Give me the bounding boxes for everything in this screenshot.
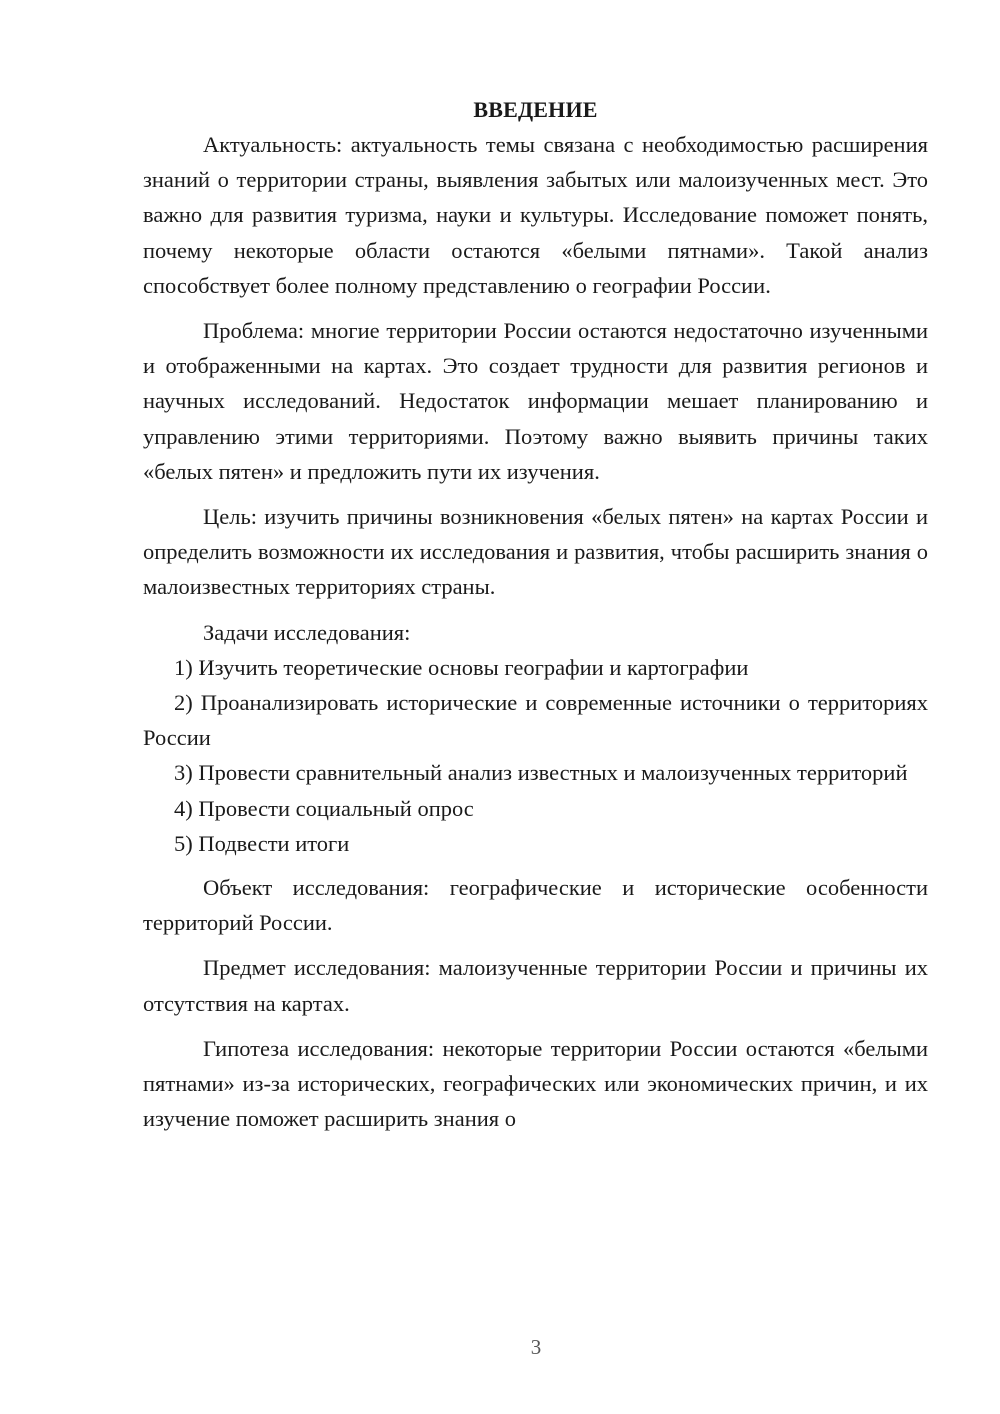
tasks-list	[143, 650, 928, 861]
task-item-1: 1) Изучить теоретические основы географии и картографии	[174, 654, 749, 680]
section-heading: ВВЕДЕНИЕ	[473, 97, 598, 122]
object-paragraph: Объект исследования: географические и исторические особенности территорий России.	[143, 875, 928, 936]
problem-paragraph: Проблема: многие территории России остаются недостаточно изученными и отображенными на картах. Это создает трудности для развития регионов и научных исследований. Недостаток информации мешает планированию и управлению этими территориями. Поэтому важно выявить причины таких «белых пятен» и предложить пути их изучения.	[143, 318, 928, 484]
task-item-3: 3) Провести сравнительный анализ известных и малоизученных территорий	[174, 760, 908, 786]
goal-paragraph: Цель: изучить причины возникновения «белых пятен» на картах России и определить возможности их исследования и развития, чтобы расширить знания о малоизвестных территориях страны.	[143, 504, 928, 600]
task-item-4: 4) Провести социальный опрос	[174, 795, 474, 821]
hypothesis-paragraph: Гипотеза исследования: некоторые территории России остаются «белыми пятнами» из-за исторических, географических или экономических причин, и их изучение поможет расширить знания о	[143, 1035, 928, 1132]
page-content	[143, 92, 928, 1136]
relevance-paragraph: Актуальность: актуальность темы связана с необходимостью расширения знаний о территории страны, выявления забытых или малоизученных мест. Это важно для развития туризма, науки и культуры. Исследование поможет понять, почему некоторые области остаются «белыми пятнами». Такой анализ способствует более полному представлению о географии России.	[143, 132, 928, 298]
task-item-5: 5) Подвести итоги	[174, 830, 350, 856]
task-item-2: 2) Проанализировать исторические и современные источники о территориях России	[143, 690, 928, 751]
subject-paragraph: Предмет исследования: малоизученные территории России и причины их отсутствия на картах.	[143, 955, 928, 1016]
tasks-title: Задачи исследования:	[203, 619, 411, 645]
page-number: 3	[530, 1335, 542, 1359]
